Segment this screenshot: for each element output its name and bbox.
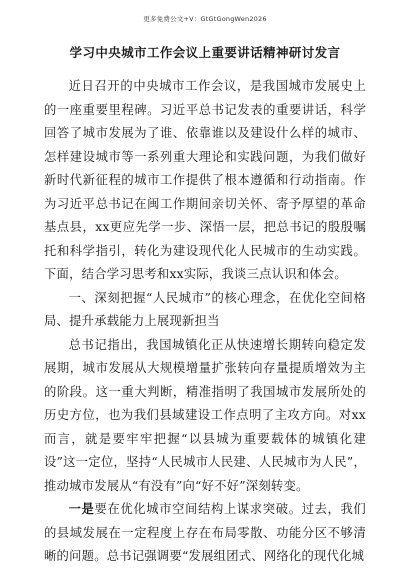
paragraph-point-one bbox=[44, 498, 366, 569]
section-heading-text: 一、深刻把握“人民城市”的核心理念，在优化空间格局、提升承载能力上展现新担当 bbox=[44, 290, 366, 328]
paragraph-lead: 一是 bbox=[68, 502, 95, 516]
paragraph-intro bbox=[44, 75, 366, 287]
header-note: 更多免费公文+V：GtGtGongWen2026 bbox=[143, 15, 267, 23]
document-title: 学习中央城市工作会议上重要讲话精神研讨发言 bbox=[69, 45, 341, 60]
paragraph-text: 近日召开的中央城市工作会议，是我国城市发展史上的一座重要里程碑。习近平总书记发表的重要讲话，科学回答了城市发展为了谁、依靠谁以及建设什么样的城市、怎样建设城市等一系列重大理论和实践问题，为我们做好新时代新征程的城市工作提供了根本遵循和行动指南。作为习近平总书记在闽工作期间亲切关怀、寄予厚望的革命基点县，xx更应先学一步、深悟一层，把总书记的殷殷嘱托和科学指引，转化为建设现代化人民城市的生动实践。下面，结合学习思考和xx实际，我谈三点认识和体会。 bbox=[44, 79, 366, 281]
paragraph-text: 要在优化城市空间结构上谋求突破。过去，我们的县域发展在一定程度上存在布局零散、功能分区不够清晰的问题。总书记强调要“发展组团式、网络化的现代化城 bbox=[44, 502, 366, 563]
paragraph-text: 总书记指出，我国城镇化正从快速增长期转向稳定发展期，城市发展从大规模增量扩张转向存量提质增效为主的阶段。这一重大判断，精准指明了我国城市发展所处的历史方位，也为我们县域建设工作点明了主攻方向。对xx而言，就是要牢牢把握“以县城为重要载体的城镇化建设”这一定位，坚持“人民城市人民建、人民城市为人民”，推动城市发展从“有没有”向“好不好”深刻转变。 bbox=[44, 337, 366, 493]
paragraph-body bbox=[44, 334, 366, 499]
section-heading bbox=[44, 287, 366, 334]
